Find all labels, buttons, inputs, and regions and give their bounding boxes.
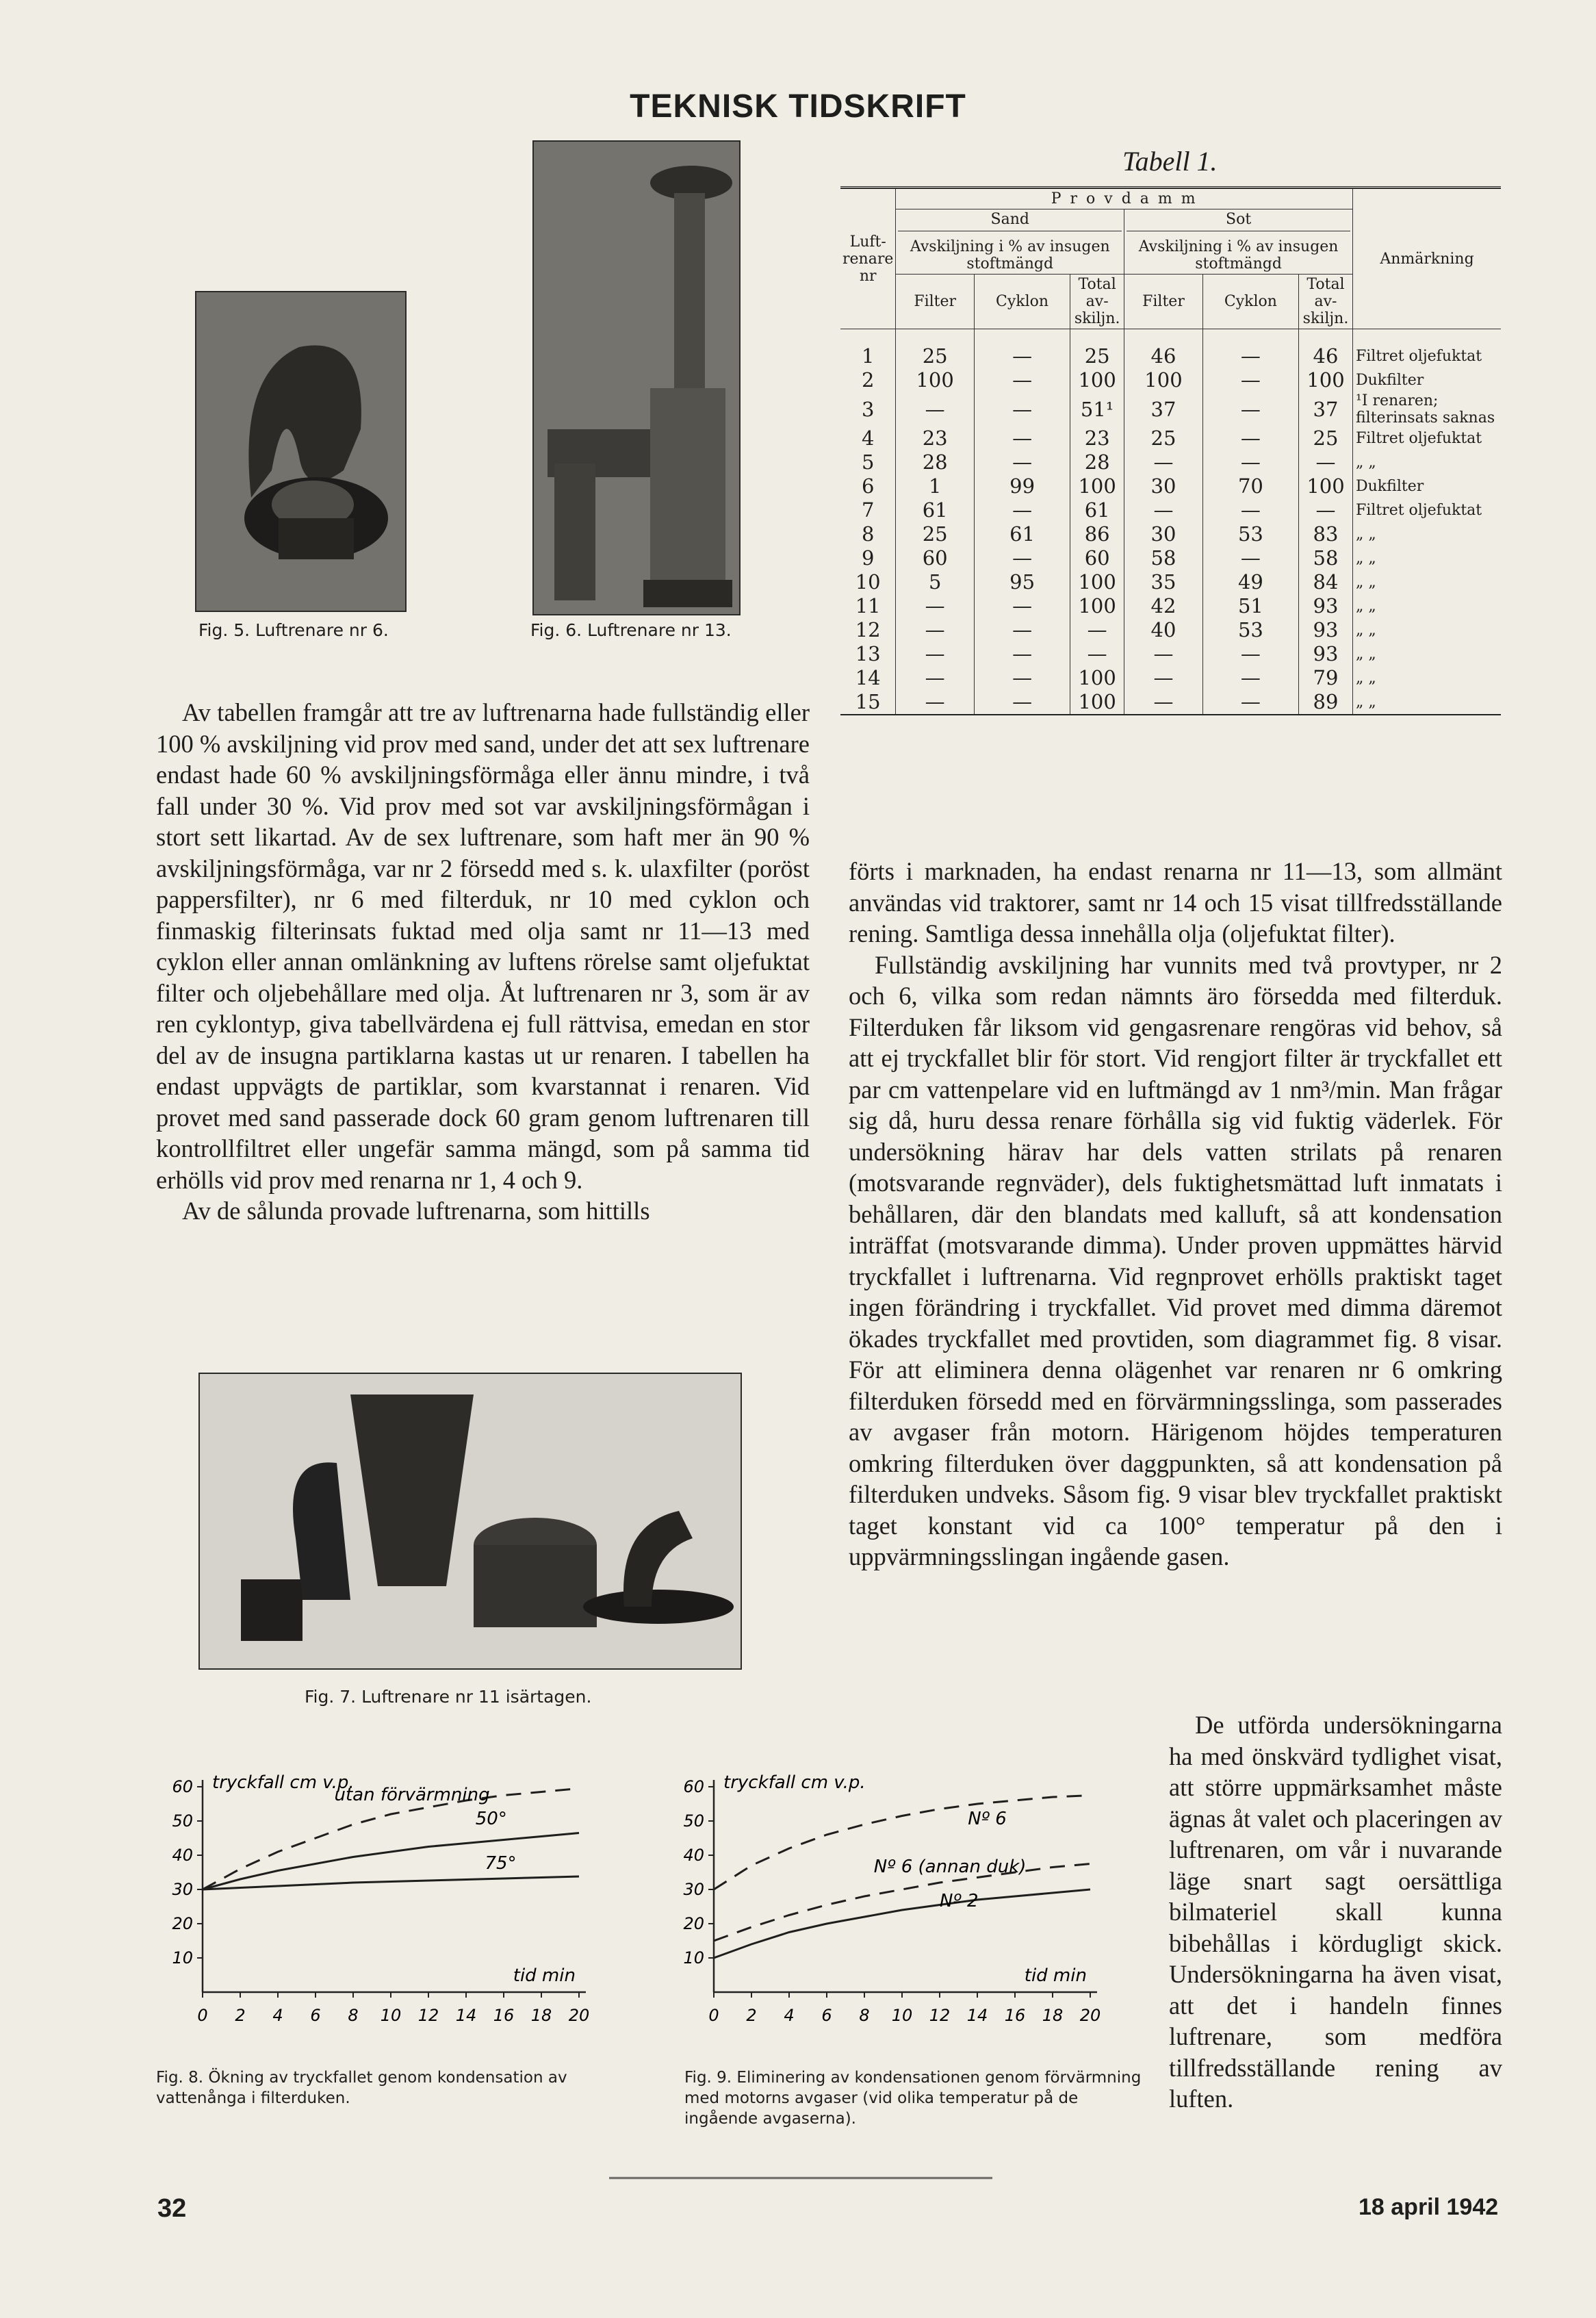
y-tick-label: 10 bbox=[172, 1948, 193, 1967]
fig7-image bbox=[200, 1374, 741, 1668]
table-cell-sc: — bbox=[974, 666, 1070, 690]
table-cell-rem: ¹I renaren; filterinsats saknas bbox=[1353, 392, 1502, 426]
series-label: Nº 2 bbox=[940, 1891, 979, 1911]
table-cell-oc: — bbox=[1202, 690, 1298, 714]
table-cell-oc: 51 bbox=[1202, 594, 1298, 618]
table-row bbox=[840, 498, 1501, 522]
x-tick-label: 14 bbox=[455, 2006, 477, 2025]
col-sot-filter: Filter bbox=[1124, 275, 1203, 329]
table-cell-st: — bbox=[1070, 618, 1124, 642]
table-cell-sc: 99 bbox=[974, 474, 1070, 498]
table-cell-oc: 70 bbox=[1202, 474, 1298, 498]
x-tick-label: 10 bbox=[891, 2006, 913, 2025]
right-paragraph-1: förts i marknaden, ha endast renarna nr 11—13, som allmänt användas vid traktorer, samt nr 14 och 15 visat tillfredsställande rening. Samtliga dessa innehålla olja (oljefuktat filter). bbox=[849, 857, 1502, 947]
table-cell-ot: 93 bbox=[1299, 642, 1353, 666]
fig7-caption: Fig. 7. Luftrenare nr 11 isärtagen. bbox=[305, 1687, 592, 1707]
table-cell-ot: 89 bbox=[1299, 690, 1353, 714]
table-cell-of: 35 bbox=[1124, 570, 1203, 594]
series-line bbox=[203, 1876, 579, 1889]
page-number: 32 bbox=[157, 2194, 187, 2223]
fig5-image bbox=[196, 292, 405, 611]
table-cell-nr: 12 bbox=[840, 618, 896, 642]
x-tick-label: 4 bbox=[272, 2006, 283, 2025]
table-cell-st: 100 bbox=[1070, 570, 1124, 594]
table-cell-rem: Filtret oljefuktat bbox=[1353, 498, 1502, 522]
table-cell-sc: — bbox=[974, 450, 1070, 474]
table-cell-rem: „ „ bbox=[1353, 570, 1502, 594]
x-tick-label: 18 bbox=[530, 2006, 552, 2025]
table-cell-nr: 11 bbox=[840, 594, 896, 618]
table-cell-ot: 46 bbox=[1299, 329, 1353, 369]
table-cell-st: 61 bbox=[1070, 498, 1124, 522]
y-axis-label: tryckfall cm v.p. bbox=[212, 1772, 355, 1793]
table-cell-st: 100 bbox=[1070, 474, 1124, 498]
left-paragraph-1: Av tabellen framgår att tre av luftrenarna hade fullständig eller 100 % avskiljning vid prov med sand, under det att sex luftrenare endast hade 60 % avskiljningsförmåga eller ännu mindre, i två fall under 30 %. Vid prov med sot var avskiljningsförmågan i stort sett likartad. Av de sex luftrenare, som haft mer än 90 % avskiljningsförmåga, var nr 2 försedd med s. k. ulaxfilter (poröst pappersfilter), nr 6 med filterduk, nr 10 med cyklon och finmaskig filterinsats fuktad med olja samt nr 11—13 med cyklon eller annan omlänkning av luftens rörelse samt oljefuktat filter och oljebehållare med olja. Åt luftrenaren nr 3, som är av ren cyklontyp, giva tabellvärdena ej full rättvisa, emedan en stor del av de insugna partiklarna kastas ut ur renaren. I tabellen ha endast uppvägts de partiklar, som kvarstannat i renaren. Vid provet med sand passerade dock 60 gram genom luftrenaren till kontrollfiltret eller ungefär samma mängd, som på samma tid erhölls vid prov med renarna nr 1, 4 och 9. bbox=[156, 698, 810, 1194]
table-cell-ot: 83 bbox=[1299, 522, 1353, 546]
table-row bbox=[840, 618, 1501, 642]
table-cell-st: — bbox=[1070, 642, 1124, 666]
x-tick-label: 12 bbox=[417, 2006, 439, 2025]
table-cell-sc: — bbox=[974, 594, 1070, 618]
table-cell-sf: 23 bbox=[896, 426, 975, 450]
col-sot bbox=[1124, 209, 1353, 275]
table-row bbox=[840, 474, 1501, 498]
table-cell-st: 100 bbox=[1070, 690, 1124, 714]
table-cell-sc: — bbox=[974, 618, 1070, 642]
x-tick-label: 6 bbox=[310, 2006, 321, 2025]
table-cell-of: 58 bbox=[1124, 546, 1203, 570]
table-cell-st: 100 bbox=[1070, 594, 1124, 618]
table-cell-of: 30 bbox=[1124, 474, 1203, 498]
table-cell-ot: 100 bbox=[1299, 368, 1353, 392]
table-cell-of: 25 bbox=[1124, 426, 1203, 450]
x-tick-label: 16 bbox=[493, 2006, 515, 2025]
table-cell-of: 30 bbox=[1124, 522, 1203, 546]
y-tick-label: 30 bbox=[172, 1880, 193, 1899]
data-table bbox=[840, 188, 1501, 714]
table-cell-nr: 6 bbox=[840, 474, 896, 498]
x-tick-label: 2 bbox=[746, 2006, 757, 2025]
table-cell-sf: — bbox=[896, 642, 975, 666]
table-cell-sf: — bbox=[896, 618, 975, 642]
table-cell-ot: 84 bbox=[1299, 570, 1353, 594]
fig6-caption: Fig. 6. Luftrenare nr 13. bbox=[530, 620, 732, 640]
table-cell-nr: 3 bbox=[840, 392, 896, 426]
col-sot-total: Total av-skiljn. bbox=[1299, 275, 1353, 329]
table-cell-ot: 79 bbox=[1299, 666, 1353, 690]
right-column bbox=[849, 856, 1502, 1572]
x-tick-label: 18 bbox=[1042, 2006, 1064, 2025]
table-cell-rem: „ „ bbox=[1353, 594, 1502, 618]
table-cell-of: 42 bbox=[1124, 594, 1203, 618]
table-cell-sc: 95 bbox=[974, 570, 1070, 594]
table-cell-st: 86 bbox=[1070, 522, 1124, 546]
table-cell-nr: 13 bbox=[840, 642, 896, 666]
right-paragraph-2: Fullständig avskiljning har vunnits med två provtyper, nr 2 och 6, vilka som redan nämnts äro försedda med filterduk. Filterduken får liksom vid gengasrenare rengöras vid behov, så att ej tryckfallet blir för stort. Vid rengjort filter är tryckfallet ett par cm vattenpelare vid en luftmängd av 1 nm³/min. Man frågar sig då, huru dessa renare förhålla sig vid fuktig väderlek. För undersökning härav har dels vatten strilats på renaren (motsvarande regnväder), dels fuktighetsmättad luft inmatats i behållaren, där den blandats med kalluft, så att kondensation inträffat (motsvarande dimma). Under proven uppmättes härvid tryckfallet i luftrenarna. Vid regnprovet erhölls praktiskt taget ingen förändring i tryckfallet. Vid provet med dimma däremot ökades tryckfallet med provtiden, som diagrammet fig. 8 visar. För att eliminera denna olägenhet var renaren nr 6 omkring filterduken försedd med en förvärmningsslinga, som passerades av avgaser från motorn. Härigenom höjdes temperaturen omkring filterduken över daggpunkten, så att kondensation på filterduken undveks. Såsom fig. 9 visar blev tryckfallet praktiskt taget konstant vid ca 100° temperatur på den i uppvärmningsslingan ingående gasen. bbox=[849, 950, 1502, 1570]
table-cell-sf: — bbox=[896, 594, 975, 618]
x-axis-label: tid min bbox=[1024, 1965, 1087, 1986]
table-row bbox=[840, 570, 1501, 594]
x-tick-label: 8 bbox=[859, 2006, 870, 2025]
table-cell-sc: — bbox=[974, 642, 1070, 666]
group-header: P r o v d a m m bbox=[896, 189, 1353, 209]
issue-date: 18 april 1942 bbox=[1359, 2194, 1499, 2220]
table-cell-oc: — bbox=[1202, 546, 1298, 570]
table-cell-sc: 61 bbox=[974, 522, 1070, 546]
table-row bbox=[840, 426, 1501, 450]
table-cell-oc: — bbox=[1202, 498, 1298, 522]
table-cell-sc: — bbox=[974, 368, 1070, 392]
fig8-caption: Fig. 8. Ökning av tryckfallet genom kondensation av vattenånga i filterduken. bbox=[156, 2069, 567, 2107]
x-tick-label: 0 bbox=[197, 2006, 208, 2025]
table-cell-rem: „ „ bbox=[1353, 642, 1502, 666]
table-cell-ot: — bbox=[1299, 498, 1353, 522]
table-cell-sf: 25 bbox=[896, 522, 975, 546]
x-tick-label: 8 bbox=[348, 2006, 359, 2025]
table-cell-rem: „ „ bbox=[1353, 666, 1502, 690]
series-label: Nº 6 bbox=[968, 1809, 1007, 1829]
x-axis-label: tid min bbox=[513, 1965, 576, 1986]
table-cell-sf: 28 bbox=[896, 450, 975, 474]
sand-avskiljning: Avskiljning i % av insugen stoftmängd bbox=[898, 231, 1122, 272]
y-tick-label: 50 bbox=[683, 1811, 704, 1831]
table-cell-rem: Filtret oljefuktat bbox=[1353, 426, 1502, 450]
series-line bbox=[714, 1889, 1090, 1958]
table-cell-oc: — bbox=[1202, 666, 1298, 690]
table-cell-ot: 37 bbox=[1299, 392, 1353, 426]
table-cell-of: — bbox=[1124, 690, 1203, 714]
table-cell-ot: 93 bbox=[1299, 618, 1353, 642]
table-row bbox=[840, 594, 1501, 618]
journal-title: TEKNISK TIDSKRIFT bbox=[630, 88, 966, 125]
table-cell-ot: — bbox=[1299, 450, 1353, 474]
table-cell-oc: 49 bbox=[1202, 570, 1298, 594]
table-cell-sf: — bbox=[896, 392, 975, 426]
table-cell-sf: 61 bbox=[896, 498, 975, 522]
sand-label: Sand bbox=[990, 211, 1029, 228]
table-cell-nr: 4 bbox=[840, 426, 896, 450]
table-cell-nr: 15 bbox=[840, 690, 896, 714]
table-cell-sc: — bbox=[974, 392, 1070, 426]
table-cell-st: 25 bbox=[1070, 329, 1124, 369]
table-cell-of: — bbox=[1124, 642, 1203, 666]
table-cell-nr: 14 bbox=[840, 666, 896, 690]
fig5-caption: Fig. 5. Luftrenare nr 6. bbox=[198, 620, 389, 640]
table-cell-sf: — bbox=[896, 690, 975, 714]
series-label: 50° bbox=[475, 1809, 507, 1829]
x-tick-label: 16 bbox=[1004, 2006, 1026, 2025]
table-cell-sf: 5 bbox=[896, 570, 975, 594]
x-tick-label: 4 bbox=[784, 2006, 795, 2025]
y-tick-label: 40 bbox=[683, 1846, 704, 1865]
table-cell-nr: 8 bbox=[840, 522, 896, 546]
table-cell-oc: — bbox=[1202, 426, 1298, 450]
table-cell-ot: 58 bbox=[1299, 546, 1353, 570]
table-cell-of: 37 bbox=[1124, 392, 1203, 426]
table-cell-oc: — bbox=[1202, 329, 1298, 369]
table-cell-sc: — bbox=[974, 690, 1070, 714]
table-row bbox=[840, 450, 1501, 474]
y-tick-label: 60 bbox=[172, 1777, 193, 1796]
table-cell-sf: 25 bbox=[896, 329, 975, 369]
table-cell-sf: 1 bbox=[896, 474, 975, 498]
col-anmarkning: Anmärkning bbox=[1353, 189, 1502, 329]
col-sand-cyklon: Cyklon bbox=[974, 275, 1070, 329]
x-tick-label: 10 bbox=[380, 2006, 402, 2025]
series-label: 75° bbox=[485, 1853, 517, 1874]
table-cell-oc: 53 bbox=[1202, 522, 1298, 546]
y-tick-label: 40 bbox=[172, 1846, 193, 1865]
y-tick-label: 60 bbox=[683, 1777, 704, 1796]
table-cell-st: 23 bbox=[1070, 426, 1124, 450]
col-sand-total: Total av-skiljn. bbox=[1070, 275, 1124, 329]
table-cell-sc: — bbox=[974, 498, 1070, 522]
table-cell-sf: 100 bbox=[896, 368, 975, 392]
table-cell-rem: Filtret oljefuktat bbox=[1353, 329, 1502, 369]
table-row bbox=[840, 368, 1501, 392]
table-row bbox=[840, 329, 1501, 369]
table-body bbox=[840, 329, 1501, 715]
table-cell-st: 100 bbox=[1070, 368, 1124, 392]
col-sot-cyklon: Cyklon bbox=[1202, 275, 1298, 329]
table-cell-ot: 25 bbox=[1299, 426, 1353, 450]
table-row bbox=[840, 642, 1501, 666]
table-cell-of: 40 bbox=[1124, 618, 1203, 642]
fig9-caption: Fig. 9. Eliminering av kondensationen genom förvärmning med motorns avgaser (vid olika temperatur på de ingående avgaserna). bbox=[684, 2069, 1142, 2128]
table-cell-rem: Dukfilter bbox=[1353, 474, 1502, 498]
fig6-image bbox=[534, 142, 739, 614]
table-row bbox=[840, 690, 1501, 714]
y-tick-label: 10 bbox=[683, 1948, 704, 1967]
table-cell-st: 28 bbox=[1070, 450, 1124, 474]
fig7-photo bbox=[198, 1373, 742, 1670]
table-cell-rem: „ „ bbox=[1353, 522, 1502, 546]
table-row bbox=[840, 392, 1501, 426]
footer-rule bbox=[609, 2177, 992, 2179]
x-tick-label: 20 bbox=[1079, 2006, 1101, 2025]
x-tick-label: 6 bbox=[821, 2006, 832, 2025]
table-cell-oc: 53 bbox=[1202, 618, 1298, 642]
table-cell-of: — bbox=[1124, 498, 1203, 522]
table-cell-oc: — bbox=[1202, 368, 1298, 392]
table-cell-rem: „ „ bbox=[1353, 618, 1502, 642]
y-tick-label: 20 bbox=[683, 1914, 704, 1933]
table-cell-oc: — bbox=[1202, 450, 1298, 474]
table-cell-nr: 5 bbox=[840, 450, 896, 474]
table-cell-st: 51¹ bbox=[1070, 392, 1124, 426]
col-sand-filter: Filter bbox=[896, 275, 975, 329]
table-cell-nr: 9 bbox=[840, 546, 896, 570]
table-cell-oc: — bbox=[1202, 392, 1298, 426]
table-cell-oc: — bbox=[1202, 642, 1298, 666]
x-tick-label: 0 bbox=[708, 2006, 719, 2025]
sot-label: Sot bbox=[1226, 211, 1252, 228]
table-cell-of: — bbox=[1124, 666, 1203, 690]
left-paragraph-2: Av de sålunda provade luftrenarna, som hittills bbox=[182, 1197, 650, 1225]
table-cell-ot: 100 bbox=[1299, 474, 1353, 498]
fig8-chart bbox=[156, 1756, 628, 2064]
series-label: utan förvärmning bbox=[334, 1785, 490, 1805]
table-cell-st: 60 bbox=[1070, 546, 1124, 570]
table-cell-nr: 10 bbox=[840, 570, 896, 594]
sot-avskiljning: Avskiljning i % av insugen stoftmängd bbox=[1127, 231, 1350, 272]
table-cell-of: — bbox=[1124, 450, 1203, 474]
table-cell-sc: — bbox=[974, 426, 1070, 450]
fig5-photo bbox=[195, 291, 407, 612]
series-label: Nº 6 (annan duk) bbox=[873, 1857, 1027, 1877]
col-sand bbox=[896, 209, 1124, 275]
x-tick-label: 12 bbox=[929, 2006, 951, 2025]
y-tick-label: 20 bbox=[172, 1914, 193, 1933]
fig9-chart bbox=[667, 1756, 1140, 2064]
right-paragraph-3: De utförda undersökningarna ha med önskvärd tydlighet visat, att större uppmärksamhet måste ägnas åt valet och placeringen av luftrenaren, om vår i nuvarande läge snart sagt oersättliga bilmateriel skall kunna bibehållas i kördugligt skick. Undersökningarna ha även visat, att det i handeln finnes luftrenare, som medföra tillfredsställande rening av luften. bbox=[1169, 1711, 1502, 2113]
table-cell-nr: 1 bbox=[840, 329, 896, 369]
table-cell-rem: „ „ bbox=[1353, 450, 1502, 474]
table-cell-rem: Dukfilter bbox=[1353, 368, 1502, 392]
table-row bbox=[840, 546, 1501, 570]
table-row bbox=[840, 522, 1501, 546]
right-column-narrow bbox=[1169, 1709, 1502, 2115]
table-cell-of: 46 bbox=[1124, 329, 1203, 369]
table-cell-rem: „ „ bbox=[1353, 690, 1502, 714]
table-caption: Tabell 1. bbox=[1122, 146, 1218, 177]
x-tick-label: 2 bbox=[235, 2006, 246, 2025]
y-tick-label: 30 bbox=[683, 1880, 704, 1899]
table-cell-sc: — bbox=[974, 546, 1070, 570]
table-cell-sf: — bbox=[896, 666, 975, 690]
y-tick-label: 50 bbox=[172, 1811, 193, 1831]
table-container bbox=[840, 186, 1501, 715]
table-cell-sc: — bbox=[974, 329, 1070, 369]
table-cell-of: 100 bbox=[1124, 368, 1203, 392]
table-cell-ot: 93 bbox=[1299, 594, 1353, 618]
left-column bbox=[156, 697, 810, 1227]
table-cell-st: 100 bbox=[1070, 666, 1124, 690]
x-tick-label: 14 bbox=[966, 2006, 988, 2025]
table-cell-nr: 2 bbox=[840, 368, 896, 392]
table-cell-rem: „ „ bbox=[1353, 546, 1502, 570]
table-row bbox=[840, 666, 1501, 690]
col-luftrenare: Luft-renare nr bbox=[840, 189, 896, 329]
table-cell-nr: 7 bbox=[840, 498, 896, 522]
fig6-photo bbox=[532, 140, 741, 615]
y-axis-label: tryckfall cm v.p. bbox=[723, 1772, 866, 1793]
table-cell-sf: 60 bbox=[896, 546, 975, 570]
x-tick-label: 20 bbox=[568, 2006, 590, 2025]
